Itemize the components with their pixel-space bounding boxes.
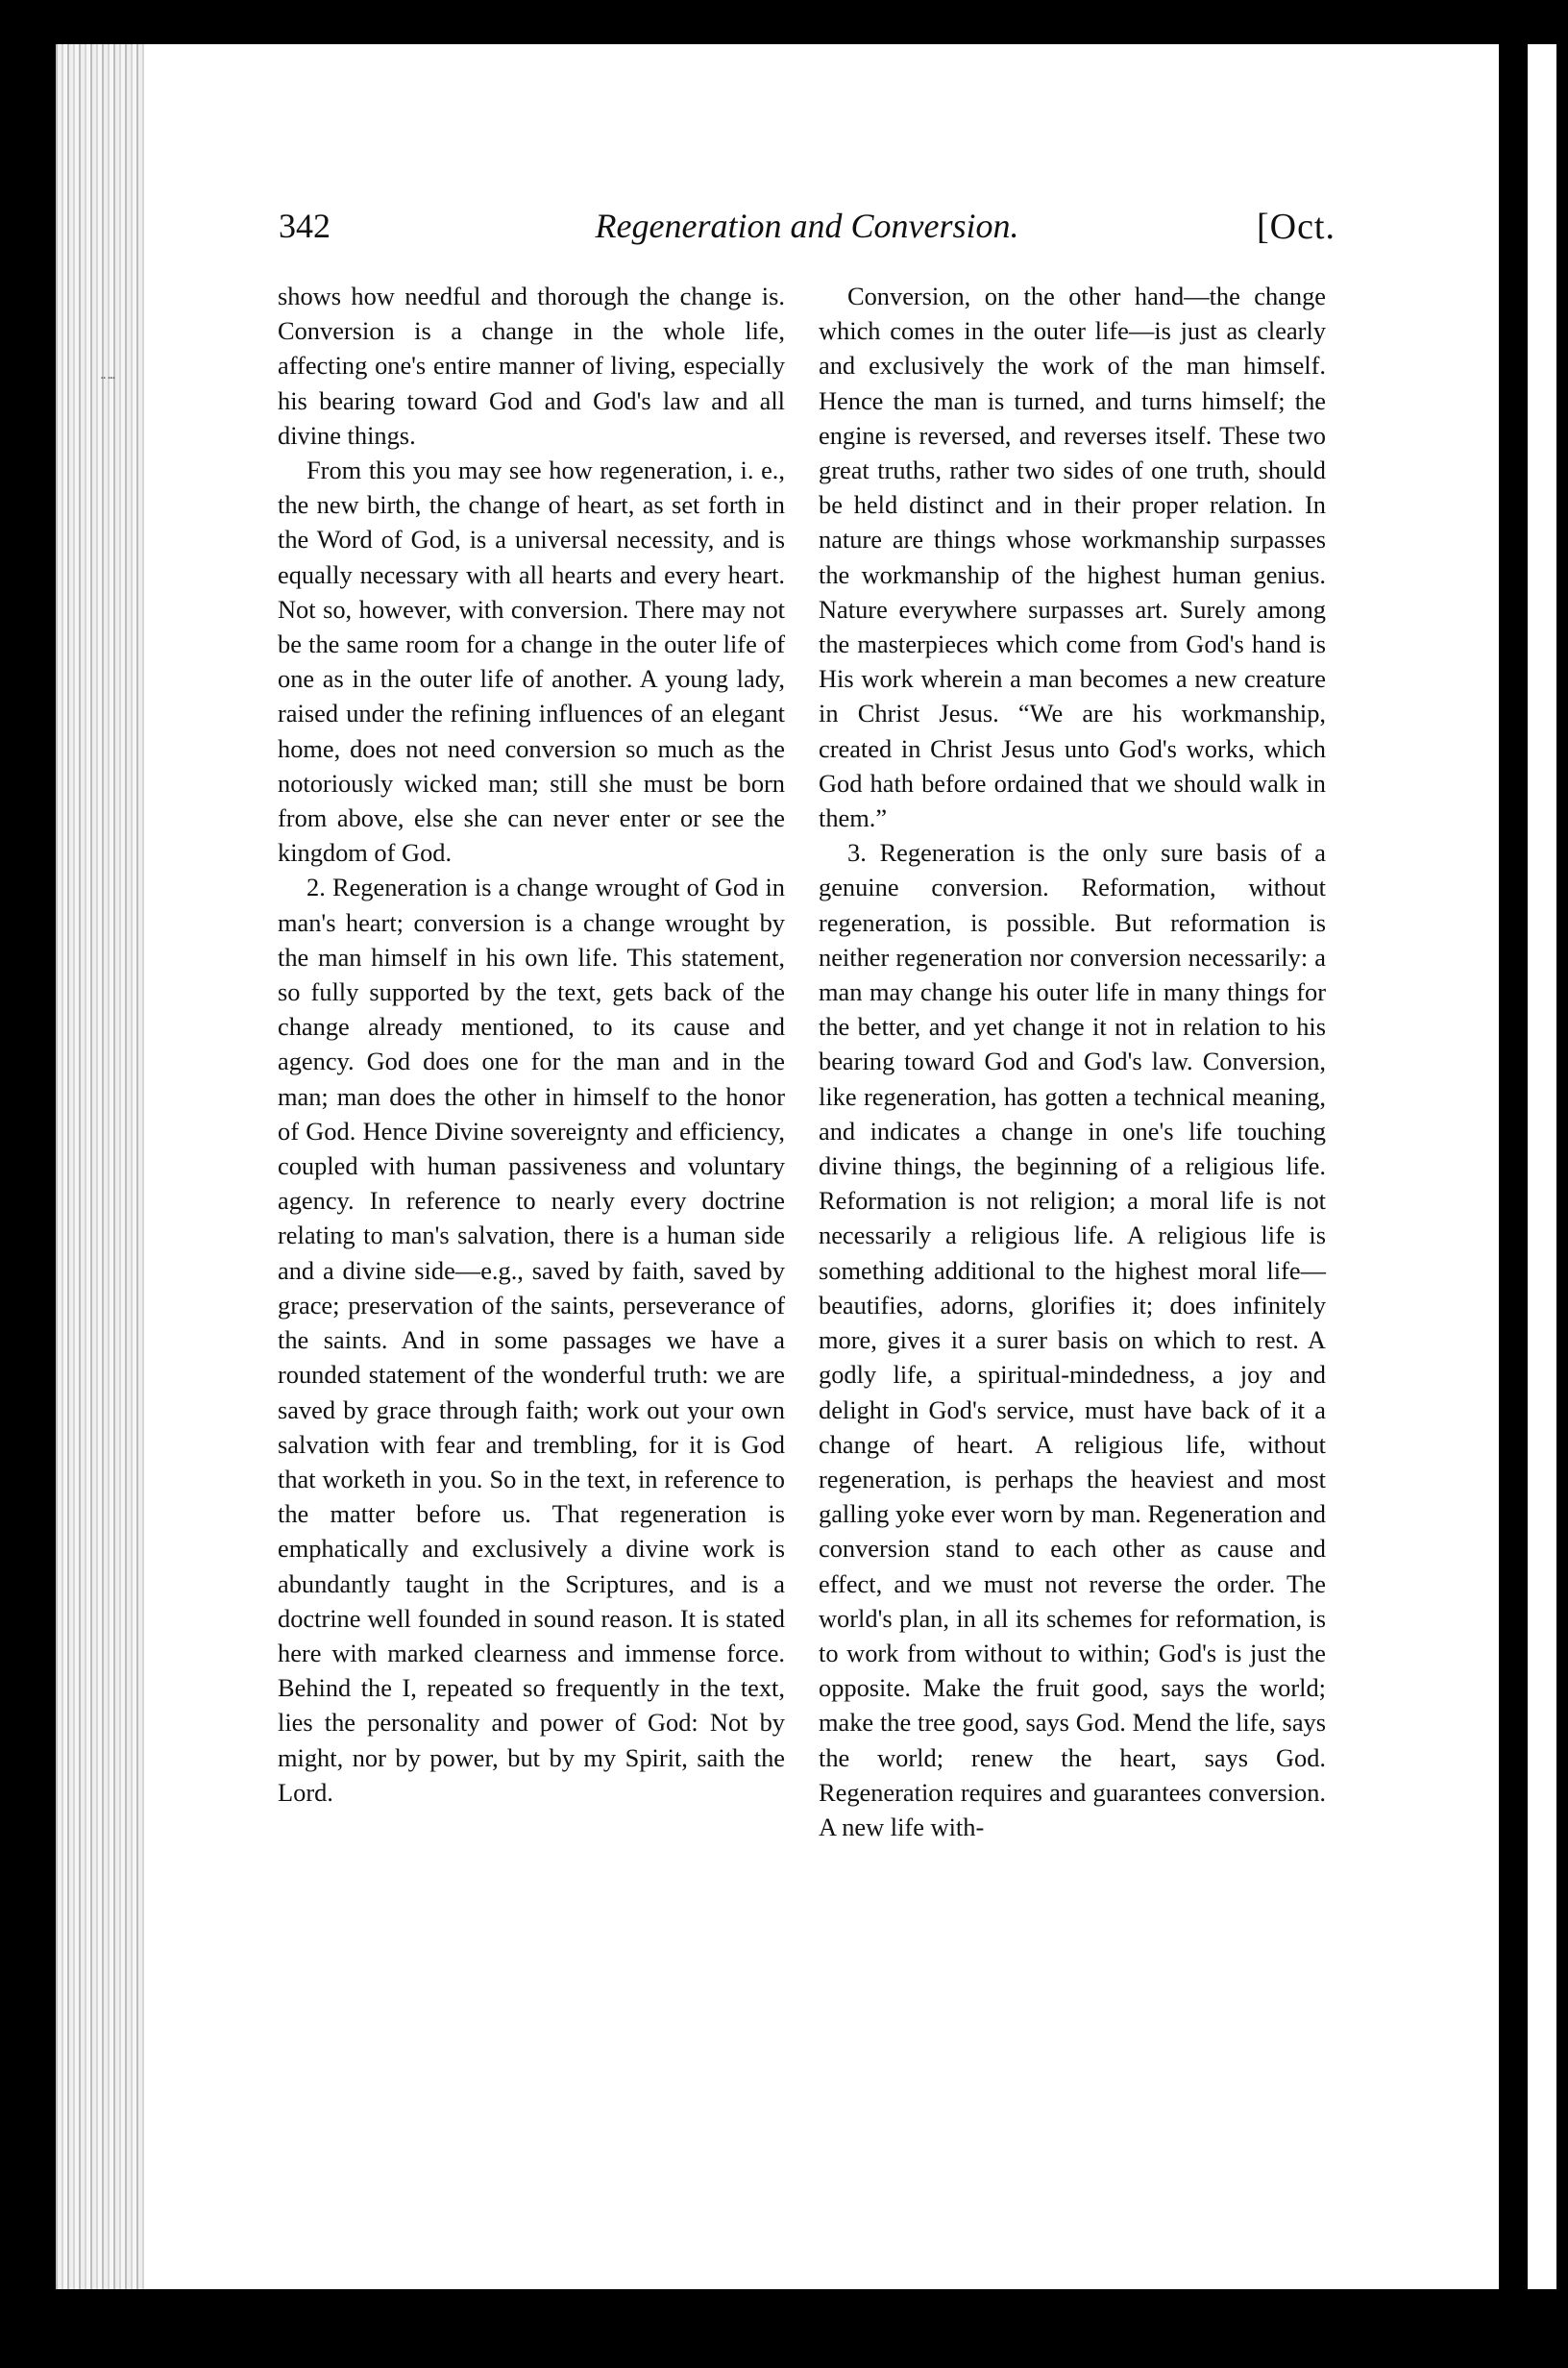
left-column [278,279,785,1810]
paragraph: Conversion, on the other hand—the change which comes in the outer life—is just as clearly and exclusively the work of the man himself. Hence the man is turned, and turns himself; the engine is reversed, and reverses itself. These two great truths, rather two sides of one truth, should be held distinct and in their proper relation. In nature are things whose workmanship surpasses the workmanship of the highest human genius. Nature everywhere surpasses art. Surely among the masterpieces which come from God's hand is His work wherein a man becomes a new creature in Christ Jesus. “We are his workmanship, created in Christ Jesus unto God's works, which God hath before ordained that we should walk in them.” [819,282,1326,833]
right-margin-rule [1501,58,1524,2278]
page-number: 342 [279,207,331,245]
paragraph: 3. Regeneration is the only sure basis of a genuine conversion. Reformation, without regeneration, is possible. But reformation is neither regeneration nor conversion necessarily: a man may change his outer life in many things for the better, and yet change it not in relation to his bearing toward God and God's law. Conversion, like regeneration, has gotten a technical meaning, and indicates a change in one's life touching divine things, the beginning of a religious life. Reformation is not religion; a moral life is not necessarily a religious life. A religious life is something additional to the highest moral life—beautifies, adorns, glorifies it; does infinitely more, gives it a surer basis on which to rest. A godly life, a spiritual-mindedness, a joy and delight in God's service, must have back of it a change of heart. A religious life, without regeneration, is perhaps the heaviest and most galling yoke ever worn by man. Regeneration and conversion stand to each other as cause and effect, and we must not reverse the order. The world's plan, in all its schemes for reformation, is to work from without to within; God's is just the opposite. Make the fruit good, says the world; make the tree good, says God. Mend the life, says the world; renew the heart, says God. Regeneration requires and guarantees conversion. A new life with- [819,838,1326,1841]
running-title: Regeneration and Conversion. [595,207,1019,245]
header-month: [Oct. [1256,207,1335,247]
paragraph: From this you may see how regeneration, i. e., the new birth, the change of heart, as set forth in the Word of God, is a universal necessity, and is equally necessary with all hearts and every heart. Not so, however, with conversion. There may not be the same room for a change in the outer life of one as in the outer life of another. A young lady, raised under the refining influences of an elegant home, does not need conversion so much as the notoriously wicked man; still she must be born from above, else she can never enter or see the kingdom of God. [278,456,785,868]
right-column [819,279,1326,1844]
paragraph: 2. Regeneration is a change wrought of God in man's heart; conversion is a change wrought by the man himself in his own life. This statement, so fully supported by the text, gets back of the change already mentioned, to its cause and agency. God does one for the man and in the man; man does the other in himself to the honor of God. Hence Divine sovereignty and efficiency, coupled with human passiveness and voluntary agency. In reference to nearly every doctrine relating to man's salvation, there is a human side and a divine side—e.g., saved by faith, saved by grace; preservation of the saints, perseverance of the saints. And in some passages we have a rounded statement of the wonderful truth: we are saved by grace through faith; work out your own salvation with fear and trembling, for it is God that worketh in you. So in the text, in reference to the matter before us. That regeneration is emphatically and exclusively a divine work is abundantly taught in the Scriptures, and is a doctrine well founded in sound reason. It is stated here with marked clearness and immense force. Behind the I, repeated so frequently in the text, lies the personality and power of God: Not by might, nor by power, but by my Spirit, saith the Lord. [278,873,785,1807]
facing-page-edge [1528,44,1556,2289]
running-header [279,206,1335,254]
margin-mark: ·· ··· [100,371,114,386]
paragraph: shows how needful and thorough the change is. Conversion is a change in the whole life, affecting one's entire manner of living, especially his bearing toward God and God's law and all divine things. [278,282,785,450]
